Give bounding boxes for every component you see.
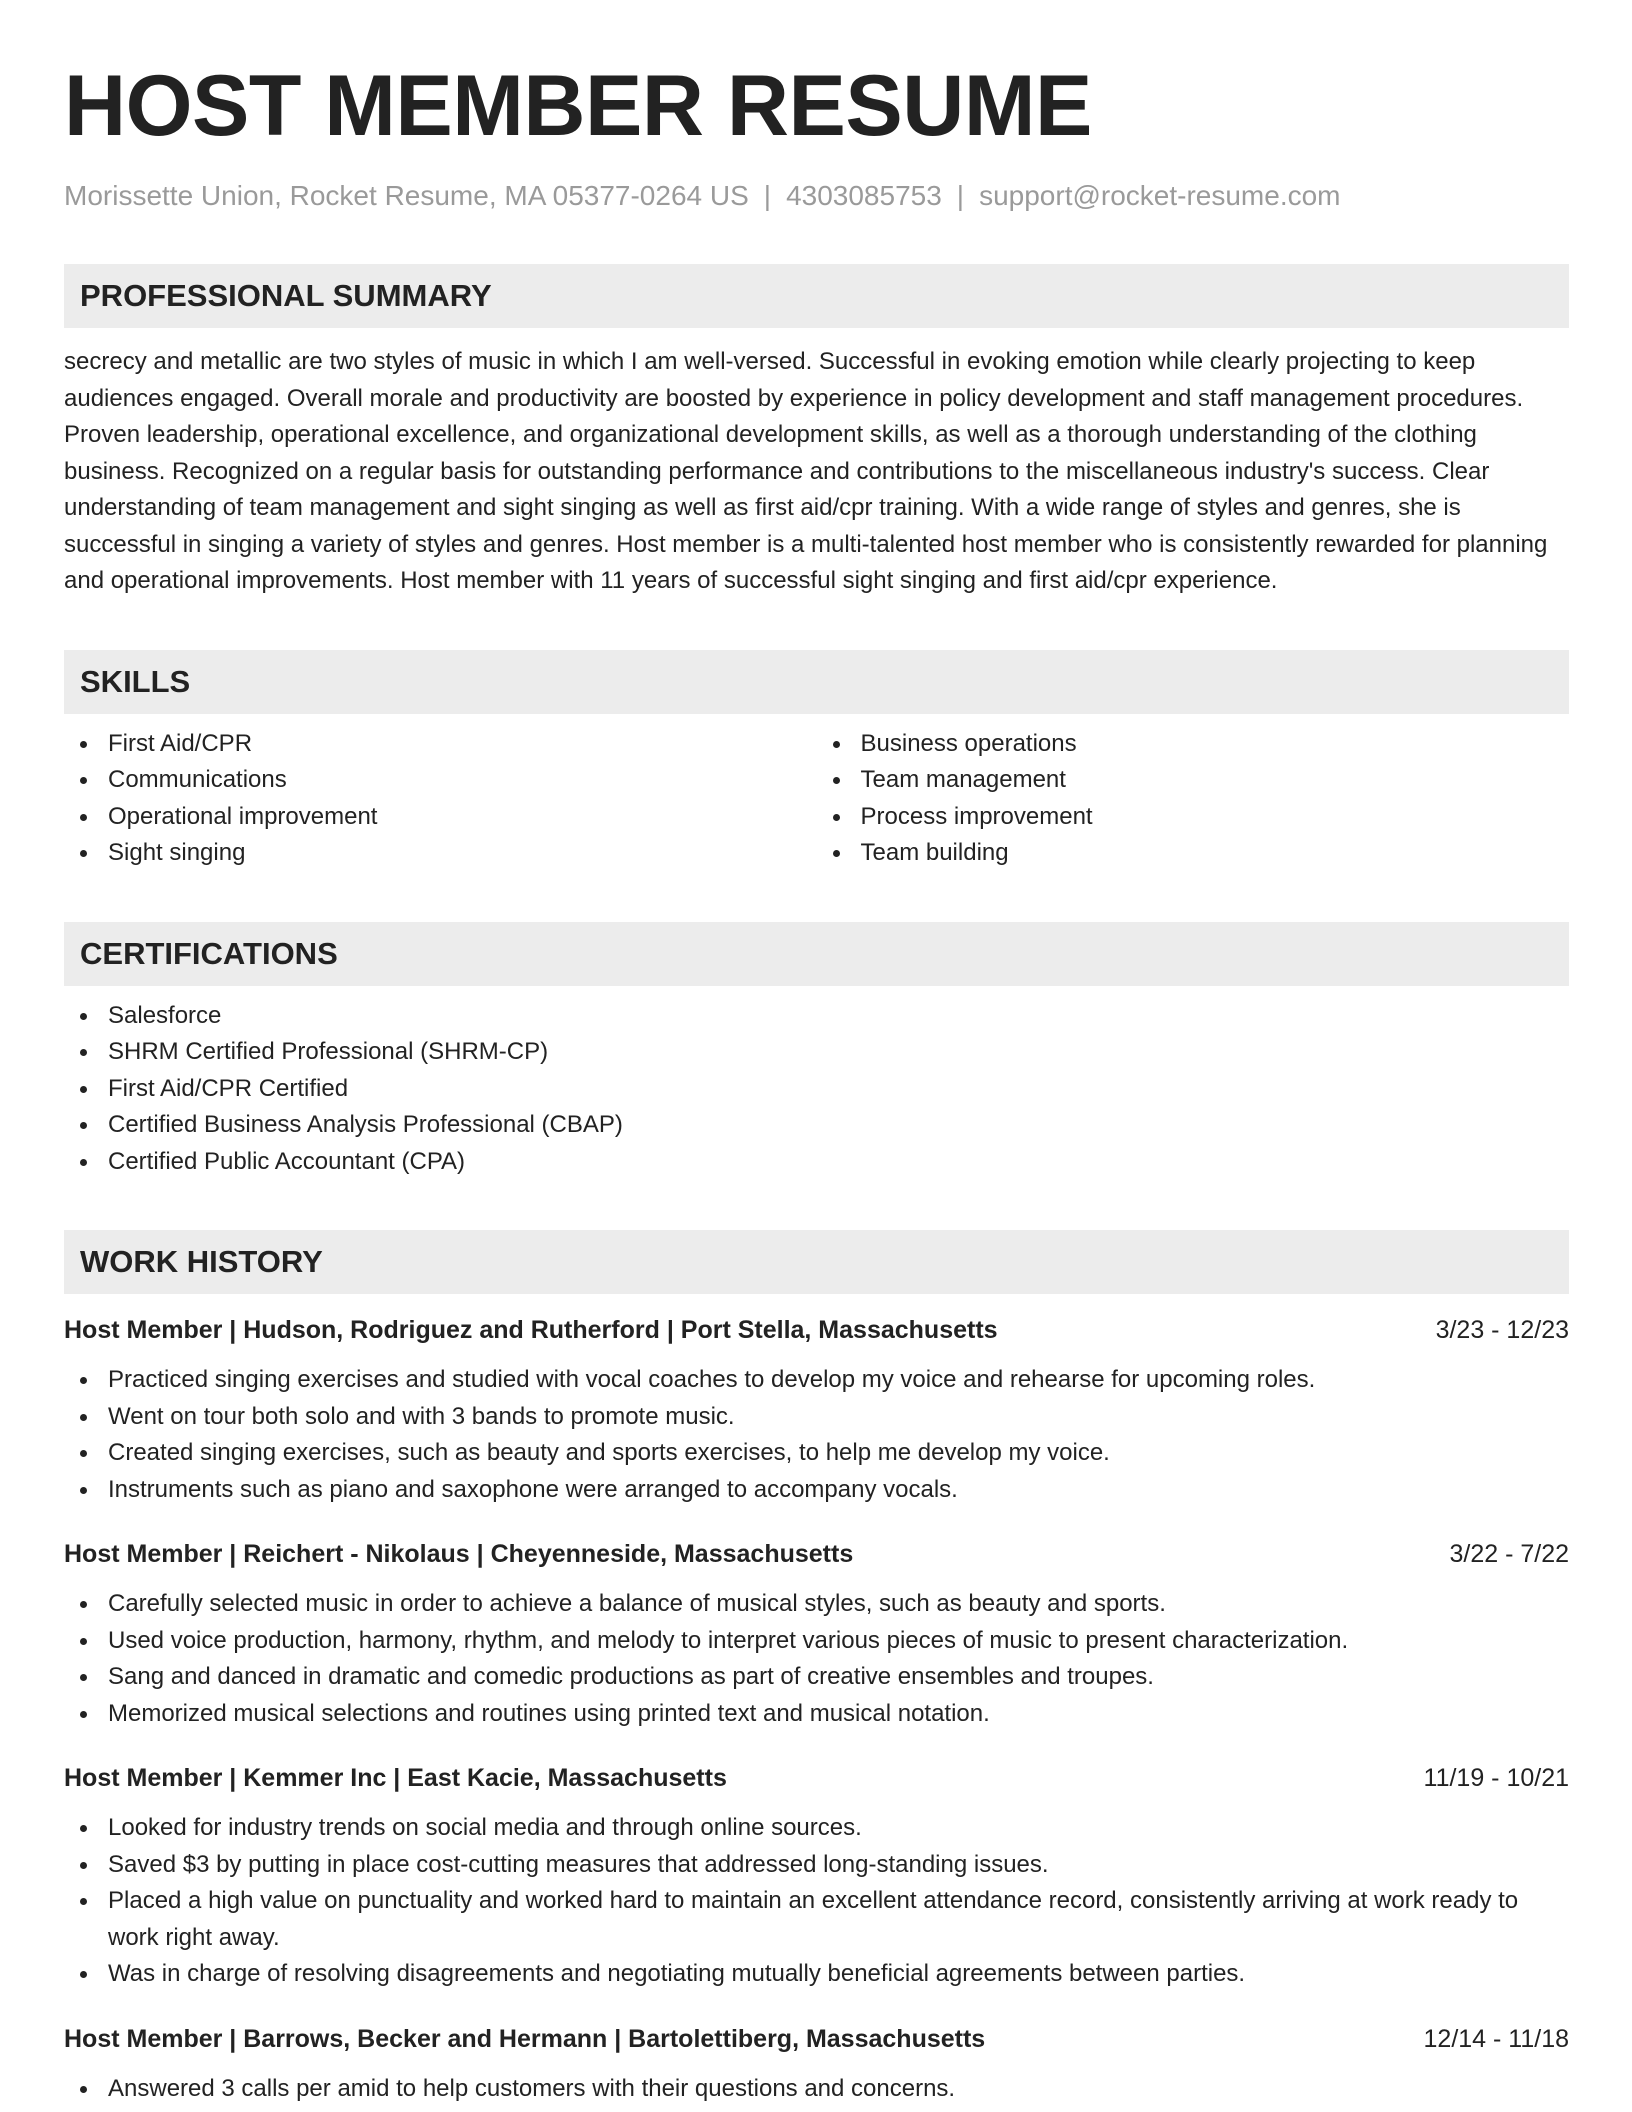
job-header [64, 2021, 1569, 2057]
job-entry [64, 1536, 1569, 1732]
job-bullet: Was in charge of resolving disagreements and negotiating mutually beneficial agreements between parties. [64, 1956, 1569, 1993]
job-title: Host Member | Reichert - Nikolaus | Cheyenneside, Massachusetts [64, 1540, 854, 1568]
job-bullets [64, 1362, 1569, 1508]
summary-text: secrecy and metallic are two styles of music in which I am well-versed. Successful in evoking emotion while clearly projecting to keep audiences engaged. Overall morale and productivity are boosted by experience in policy development and staff management procedures. Proven leadership, operational excellence, and organizational development skills, as well as a thorough understanding of the clothing business. Recognized on a regular basis for outstanding performance and contributions to the miscellaneous industry's success. Clear understanding of team management and sight singing as well as first aid/cpr training. With a wide range of styles and genres, she is successful in singing a variety of styles and genres. Host member is a multi-talented host member who is consistently rewarded for planning and operational improvements. Host member with 11 years of successful sight singing and first aid/cpr experience. [64, 348, 1548, 594]
job-dates: 11/19 - 10/21 [1423, 1764, 1569, 1792]
job-bullet: Carefully selected music in order to achieve a balance of musical styles, such as beauty and sports. [64, 1586, 1569, 1623]
contact-separator: | [956, 180, 965, 211]
skill-item: Team management [817, 762, 1570, 799]
job-entry [64, 1312, 1569, 1508]
job-bullet: Used voice production, harmony, rhythm, and melody to interpret various pieces of music to present characterization. [64, 1623, 1569, 1660]
job-entry [64, 2021, 1569, 2108]
contact-phone: 4303085753 [786, 180, 942, 211]
skills-column-right [817, 726, 1570, 872]
skills-grid [64, 726, 1569, 872]
job-header [64, 1536, 1569, 1572]
job-bullet: Answered 3 calls per amid to help customers with their questions and concerns. [64, 2071, 1569, 2108]
job-bullets [64, 1586, 1569, 1732]
skill-item: Operational improvement [64, 799, 817, 836]
job-bullet: Placed a high value on punctuality and worked hard to maintain an excellent attendance record, consistently arriving at work ready to work right away. [64, 1883, 1569, 1956]
skill-item: Sight singing [64, 835, 817, 872]
job-dates: 3/22 - 7/22 [1449, 1540, 1569, 1568]
certification-item: First Aid/CPR Certified [64, 1071, 1569, 1108]
job-entry [64, 1760, 1569, 1993]
job-title: Host Member | Barrows, Becker and Hermann | Bartolettiberg, Massachusetts [64, 2024, 986, 2053]
job-header [64, 1312, 1569, 1348]
section-header-work-history: WORK HISTORY [64, 1230, 1569, 1294]
skill-item: Communications [64, 762, 817, 799]
job-bullet: Memorized musical selections and routines using printed text and musical notation. [64, 1696, 1569, 1733]
skill-item: Team building [817, 835, 1570, 872]
certification-item: Certified Business Analysis Professional (CBAP) [64, 1107, 1569, 1144]
section-header-certifications: CERTIFICATIONS [64, 922, 1569, 986]
job-bullet: Saved $3 by putting in place cost-cutting measures that addressed long-standing issues. [64, 1847, 1569, 1884]
section-header-summary: PROFESSIONAL SUMMARY [64, 264, 1569, 328]
certification-item: SHRM Certified Professional (SHRM-CP) [64, 1034, 1569, 1071]
job-title: Host Member | Kemmer Inc | East Kacie, Massachusetts [64, 1764, 727, 1792]
resume-title: HOST MEMBER RESUME [64, 58, 1092, 154]
job-bullet: Went on tour both solo and with 3 bands to promote music. [64, 1399, 1569, 1436]
skill-item: First Aid/CPR [64, 726, 817, 763]
contact-address: Morissette Union, Rocket Resume, MA 05377-0264 US [64, 180, 749, 211]
contact-line [64, 178, 1569, 214]
skill-item: Process improvement [817, 799, 1570, 836]
job-bullet: Instruments such as piano and saxophone were arranged to accompany vocals. [64, 1472, 1569, 1509]
job-bullet: Sang and danced in dramatic and comedic productions as part of creative ensembles and troupes. [64, 1659, 1569, 1696]
contact-separator: | [763, 180, 772, 211]
job-dates: 12/14 - 11/18 [1423, 2024, 1569, 2053]
job-dates: 3/23 - 12/23 [1435, 1316, 1569, 1344]
job-bullets [64, 1810, 1569, 1993]
job-bullets [64, 2071, 1569, 2108]
certifications-list [64, 998, 1569, 1181]
certification-item: Certified Public Accountant (CPA) [64, 1144, 1569, 1181]
job-header [64, 1760, 1569, 1796]
certification-item: Salesforce [64, 998, 1569, 1035]
job-bullet: Looked for industry trends on social media and through online sources. [64, 1810, 1569, 1847]
resume-page [64, 0, 1569, 2107]
contact-email: support@rocket-resume.com [979, 180, 1341, 211]
section-header-skills: SKILLS [64, 650, 1569, 714]
skill-item: Business operations [817, 726, 1570, 763]
job-bullet: Created singing exercises, such as beauty and sports exercises, to help me develop my voice. [64, 1435, 1569, 1472]
job-title: Host Member | Hudson, Rodriguez and Rutherford | Port Stella, Massachusetts [64, 1316, 998, 1344]
job-bullet: Practiced singing exercises and studied with vocal coaches to develop my voice and rehearse for upcoming roles. [64, 1362, 1569, 1399]
skills-column-left [64, 726, 817, 872]
